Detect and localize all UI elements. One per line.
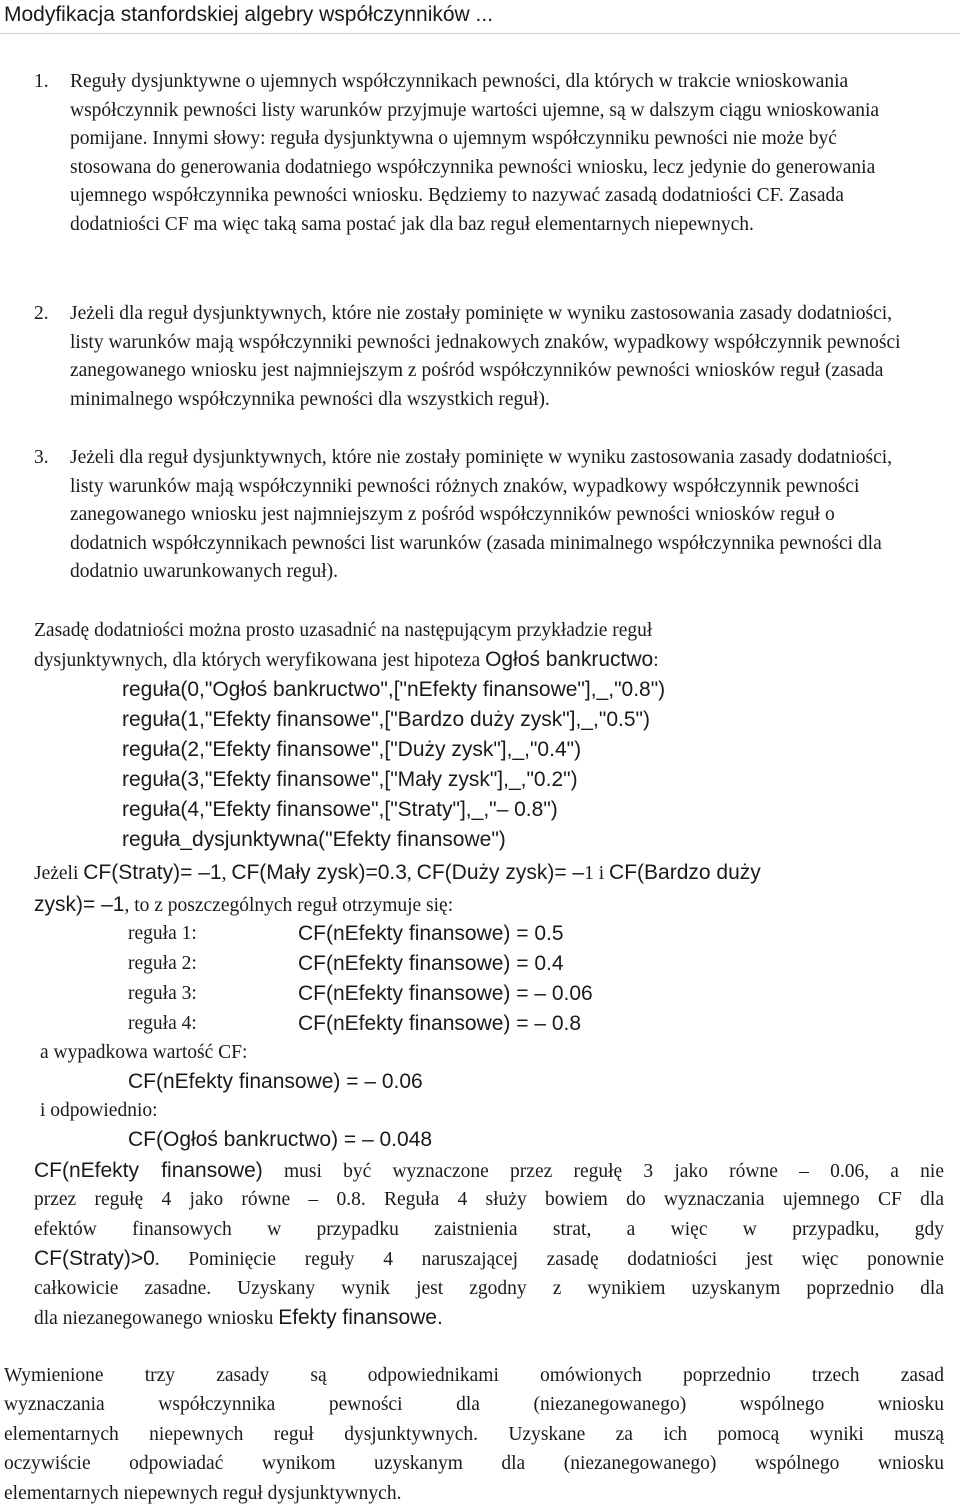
intro-colon: : [653, 649, 659, 671]
list-item-2 [34, 300, 914, 414]
cf-nefekty: CF(nEfekty finansowe) [34, 1159, 263, 1182]
example-intro-line2 [34, 646, 934, 676]
rule-def-1: reguła(1,"Efekty finansowe",["Bardzo duży zysk"],_,"0.5") [122, 708, 650, 731]
aggregate-value: CF(nEfekty finansowe) = – 0.06 [128, 1070, 423, 1093]
given-values [34, 857, 934, 921]
conclusion-line [34, 1157, 944, 1186]
list-item-text: Jeżeli dla reguł dysjunktywnych, które nie zostały pominięte w wyniku zastosowania zasady dodatniości, listy warunków mają współczynniki pewności różnych znaków, wypadkowy współczynnik pewności zanegowanego wniosku jest najmniejszym z pośród współczynników pewności wniosków reguł o dodatnich współczynnikach pewności list warunków (zasada minimalnego współczynnika pewności dla dodatnio uwarunkowanych reguł). [70, 447, 893, 583]
aggregate-value-2: CF(Ogłoś bankructwo) = – 0.048 [128, 1128, 433, 1151]
aggregate-label-2: i odpowiednio: [40, 1100, 158, 1121]
given-text: , to z poszczególnych reguł otrzymuje się: [124, 895, 454, 916]
conclusion-paragraph [34, 1157, 944, 1333]
list-item-3 [34, 444, 914, 587]
list-item-1 [34, 68, 914, 240]
aggregate-label: a wypadkowa wartość CF: [40, 1042, 248, 1063]
conclusion-line: całkowicie zasadne. Uzyskany wynik jest zgodny z wynikiem uzyskanym poprzednio dla [34, 1277, 944, 1299]
result-label: reguła 3: [128, 983, 197, 1004]
conclusion-line: przez regułę 4 jako równe – 0.8. Reguła 4 służy bowiem do wyznaczania ujemnego CF dla [34, 1189, 944, 1211]
result-label: reguła 2: [128, 953, 197, 974]
list-number: 1. [34, 71, 49, 92]
given-text: i [593, 863, 610, 884]
result-value: CF(nEfekty finansowe) = 0.5 [298, 922, 564, 945]
page-title: Modyfikacja stanfordskiej algebry współczynników ... [4, 3, 494, 26]
rule-def-4: reguła(4,"Efekty finansowe",["Straty"],_,"– 0.8") [122, 798, 558, 821]
cf-maly-zysk: CF(Mały zysk)=0.3 [231, 861, 407, 884]
summary-line: Wymienione trzy zasady są odpowiednikami omówionych poprzednio trzech zasad [4, 1365, 944, 1386]
conclusion-text: . Pominięcie reguły 4 naruszającej zasadę dodatniości jest więc ponownie [154, 1249, 944, 1271]
given-text: , [221, 863, 232, 884]
summary-line: elementarnych niepewnych reguł dysjunktywnych. Uzyskane za ich pomocą wyniki muszą [4, 1423, 944, 1445]
summary-line: elementarnych niepewnych reguł dysjunktywnych. [4, 1482, 402, 1504]
given-line2 [34, 889, 934, 921]
title-divider [0, 33, 960, 34]
cf-duzy-zysk-value: 1 [584, 863, 594, 884]
conclusion-text: dla niezanegowanego wniosku [34, 1307, 279, 1329]
summary-paragraph [4, 1362, 944, 1509]
given-line1 [34, 857, 934, 889]
efekty-finansowe: Efekty finansowe. [278, 1305, 443, 1329]
given-text: , [406, 863, 417, 884]
list-item-text: Jeżeli dla reguł dysjunktywnych, które nie zostały pominięte w wyniku zastosowania zasady dodatniości, listy warunków mają współczynniki pewności jednakowych znaków, wypadkowy współczynnik pewności zanegowanego wniosku jest najmniejszym z pośród współczynników pewności wniosków reguł (zasada minimalnego współczynnika pewności dla wszystkich reguł). [70, 303, 901, 410]
cf-straty: CF(Straty)= –1 [83, 861, 222, 884]
list-item-text: Reguły dysjunktywne o ujemnych współczynnikach pewności, dla których w trakcie wnioskowania współczynnik pewności listy warunków przyjmuje wartości ujemne, są w dalszym ciągu wnioskowania pomijane. Innymi słowy: reguła dysjunktywna o ujemnym współczynniku pewności nie może być stosowana do generowania dodatniego współczynnika pewności wniosku, lecz jedynie do generowania ujemnego współczynnika pewności wniosku. Będziemy to nazywać zasadą dodatniości CF. Zasada dodatniości CF ma więc taką sama postać jak dla baz reguł elementarnych niepewnych. [70, 71, 880, 235]
list-number: 3. [34, 447, 49, 468]
hypothesis-name: Ogłoś bankructwo [485, 647, 654, 671]
intro-text: dysjunktywnych, dla których weryfikowana jest hipoteza [34, 649, 486, 671]
rule-def-2: reguła(2,"Efekty finansowe",["Duży zysk"],_,"0.4") [122, 738, 582, 761]
conclusion-line [34, 1245, 944, 1274]
result-value: CF(nEfekty finansowe) = – 0.06 [298, 982, 593, 1005]
result-value: CF(nEfekty finansowe) = 0.4 [298, 952, 564, 975]
given-text: Jeżeli [34, 863, 84, 884]
example-intro [34, 617, 934, 675]
conclusion-line [34, 1304, 944, 1333]
result-label: reguła 4: [128, 1013, 197, 1034]
cf-bardzo-duzy: CF(Bardzo duży [609, 861, 761, 884]
conclusion-text: musi być wyznaczone przez regułę 3 jako równe – 0.06, a nie [262, 1161, 944, 1182]
summary-line: oczywiście odpowiadać wynikom uzyskanym dla (niezanegowanego) wspólnego wniosku [4, 1453, 944, 1475]
conclusion-line: efektów finansowych w przypadku zaistnienia strat, a więc w przypadku, gdy [34, 1218, 944, 1240]
rule-def-0: reguła(0,"Ogłoś bankructwo",["nEfekty finansowe"],_,"0.8") [122, 678, 666, 701]
example-intro-line1: Zasadę dodatniości można prosto uzasadnić na następującym przykładzie reguł [34, 620, 653, 641]
rule-def-3: reguła(3,"Efekty finansowe",["Mały zysk"],_,"0.2") [122, 768, 578, 791]
list-number: 2. [34, 303, 49, 324]
result-value: CF(nEfekty finansowe) = – 0.8 [298, 1012, 582, 1035]
cf-straty-condition: CF(Straty)>0 [34, 1247, 155, 1271]
rule-def-dysjunktywna: reguła_dysjunktywna("Efekty finansowe") [122, 828, 506, 851]
summary-line: wyznaczania współczynnika pewności dla (niezanegowanego) wspólnego wniosku [4, 1394, 944, 1416]
cf-bardzo-duzy-cont: zysk)= –1 [34, 893, 125, 916]
result-label: reguła 1: [128, 923, 197, 944]
cf-duzy-zysk: CF(Duży zysk)= – [416, 861, 585, 884]
